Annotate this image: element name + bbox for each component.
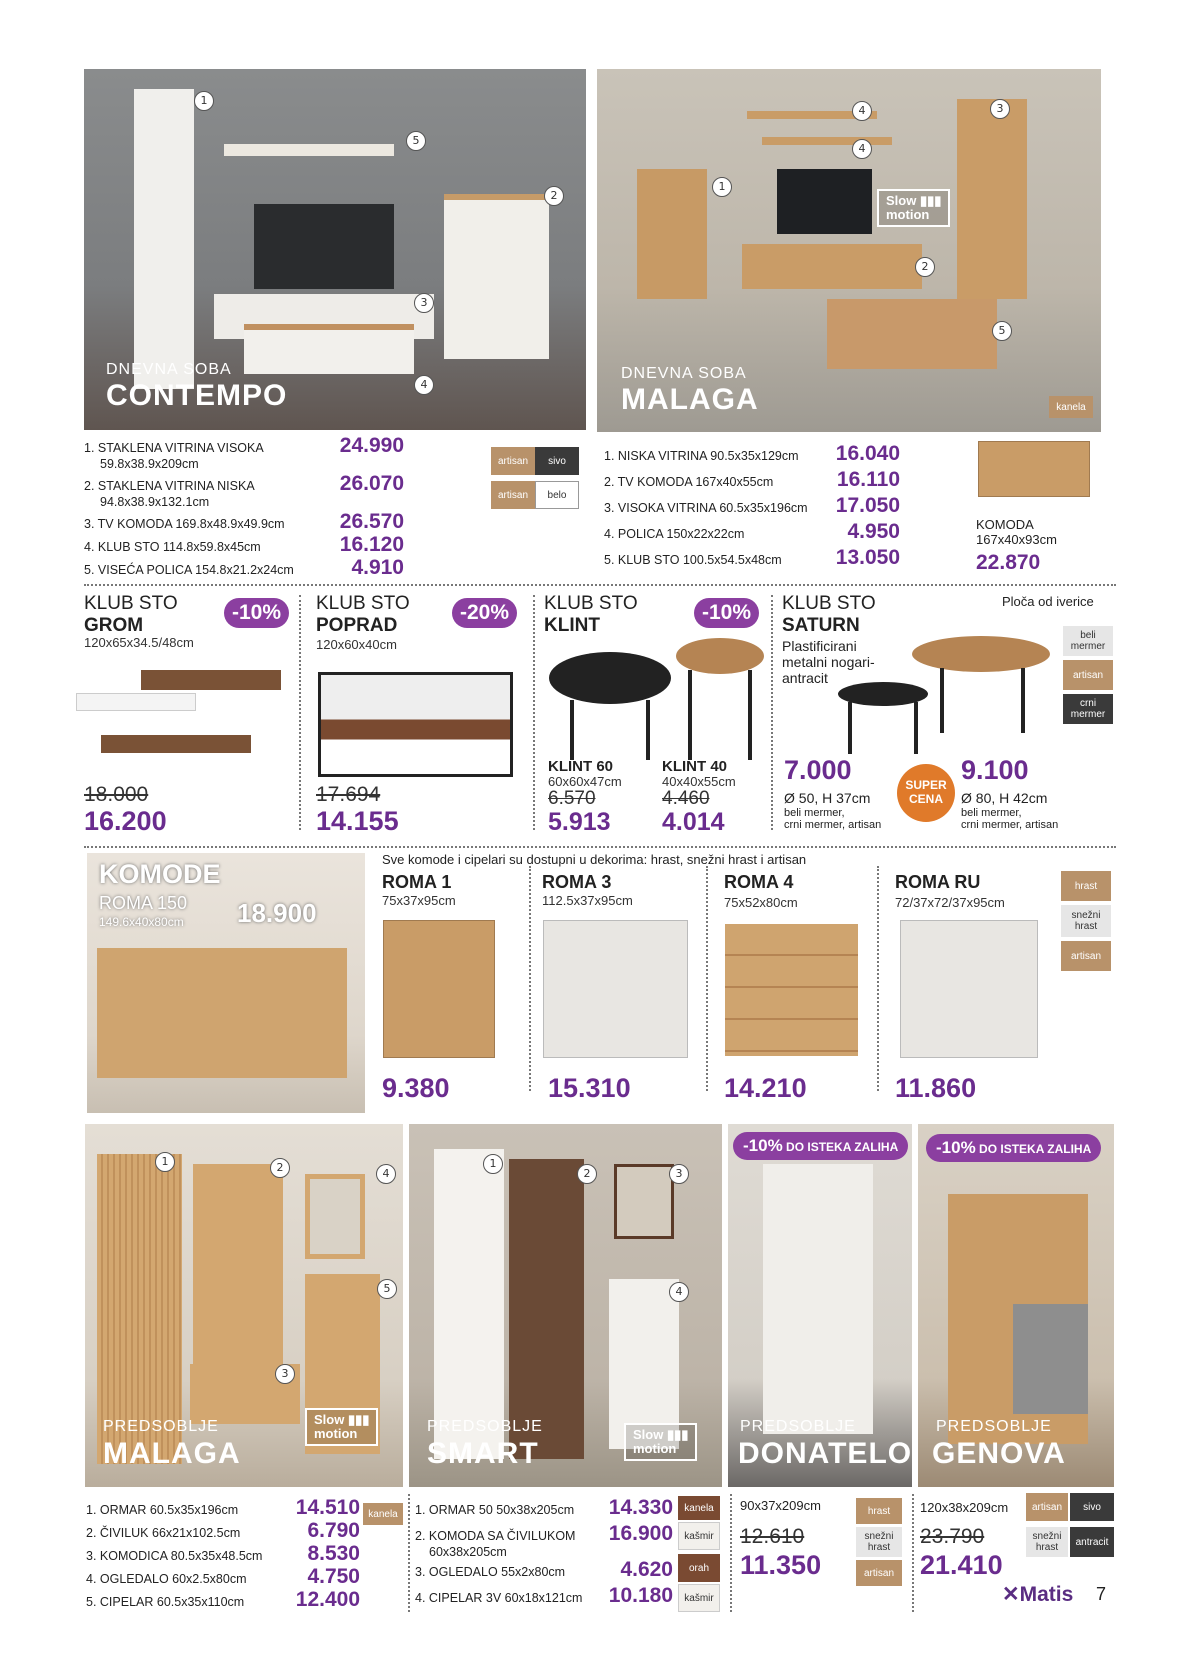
room-type: PREDSOBLJE [740, 1418, 856, 1435]
discount-badge: -10% [694, 598, 759, 628]
grom-old-price: 18.000 [84, 783, 149, 806]
saturn80-legs [940, 668, 1025, 733]
list-item: 4. POLICA 150x22x22cm 4.950 [604, 520, 900, 543]
roma4-price: 14.210 [724, 1073, 807, 1103]
swatch-beli-mermer: beli mermer [1063, 626, 1113, 656]
coffee-table [244, 324, 414, 374]
discount-badge: -20% [452, 598, 517, 628]
swatch-antracit: antracit [1070, 1527, 1114, 1557]
swatch-artisan: artisan [1061, 941, 1111, 971]
collection-name: MALAGA [103, 1437, 241, 1470]
swatch-artisan: artisan [491, 481, 535, 509]
poprad-old-price: 17.694 [316, 783, 381, 806]
roma4-name: ROMA 4 [724, 872, 794, 892]
tv-console [742, 244, 922, 289]
swatch-snezni-hrast: snežni hrast [1061, 905, 1111, 937]
marker-4: 4 [852, 101, 872, 121]
room-type: DNEVNA SOBA [106, 361, 232, 378]
ogledalo [305, 1174, 365, 1259]
klint60-dim: 60x60x47cm [548, 774, 622, 789]
divider [84, 584, 1116, 586]
swatch-kasmir: kašmir [678, 1522, 720, 1550]
roma3-dim: 112.5x37x95cm [542, 893, 633, 908]
list-item: 2. ČIVILUK 66x21x102.5cm 6.790 [86, 1519, 360, 1542]
klint40-name: KLINT 40 [662, 758, 728, 775]
saturn50-legs [848, 702, 918, 754]
swatch-kanela: kanela [363, 1503, 403, 1525]
kanela-tag: kanela [1049, 396, 1093, 418]
romaru-name: ROMA RU [895, 872, 981, 892]
marker-3: 3 [990, 99, 1010, 119]
discount-badge: -10% [224, 598, 289, 628]
grom-image [76, 665, 286, 760]
swatch-crni-mermer: crni mermer [1063, 694, 1113, 724]
list-item: 5. CIPELAR 60.5x35x110cm 12.400 [86, 1588, 360, 1611]
list-item: 2. TV KOMODA 167x40x55cm 16.110 [604, 468, 900, 491]
marker-5: 5 [406, 131, 426, 151]
slow-motion-badge: Slow ▮▮▮ motion [624, 1423, 697, 1461]
swatch-sivo: sivo [1070, 1493, 1114, 1521]
marker-3: 3 [414, 293, 434, 313]
ogledalo [614, 1164, 674, 1239]
room-type: PREDSOBLJE [936, 1418, 1052, 1435]
roma150-price: 18.900 [237, 898, 317, 928]
slow-motion-badge: Slow ▮▮▮ motion [305, 1408, 378, 1446]
list-item: 4. CIPELAR 3V 60x18x121cm 10.180 [415, 1584, 673, 1607]
swatch-hrast: hrast [856, 1498, 902, 1524]
swatch-belo: belo [535, 481, 579, 509]
list-item: 5. KLUB STO 100.5x54.5x48cm 13.050 [604, 546, 900, 569]
marker-2: 2 [915, 257, 935, 277]
saturn80-top [912, 636, 1050, 672]
coffee-table [827, 299, 997, 369]
divider [912, 1494, 914, 1612]
tall-vitrine [957, 99, 1027, 299]
marker-4: 4 [669, 1282, 689, 1302]
marker-3: 3 [669, 1164, 689, 1184]
klint40-old-price: 4.460 [662, 788, 710, 809]
marker-4: 4 [376, 1164, 396, 1184]
ormar [434, 1149, 504, 1459]
marker-1: 1 [194, 91, 214, 111]
roma3-image [543, 920, 688, 1058]
klint40-price: 4.014 [662, 808, 725, 836]
malaga-list [604, 442, 900, 572]
contempo-photo [84, 69, 586, 430]
promo-badge: -10% DO ISTEKA ZALIHA [733, 1132, 908, 1160]
collection-name: SMART [427, 1437, 539, 1470]
saturn80-price: 9.100 [961, 755, 1029, 785]
divider [408, 1494, 410, 1612]
klint40-top [676, 638, 764, 674]
saturn-title: KLUB STO SATURN [782, 593, 876, 636]
divider [730, 1494, 732, 1612]
swatch-orah: orah [678, 1554, 720, 1582]
divider [529, 866, 531, 1091]
grom-dim: 120x65x34.5/48cm [84, 635, 194, 650]
short-vitrine [444, 194, 549, 359]
divider [299, 595, 301, 830]
list-item: 3. TV KOMODA 169.8x48.9x49.9cm 26.570 [84, 510, 404, 533]
marker-2: 2 [544, 186, 564, 206]
brand-logo: ✕Matis [1002, 1583, 1074, 1606]
swatch-snezni-hrast: snežni hrast [856, 1527, 902, 1557]
swatch-artisan: artisan [856, 1560, 902, 1586]
collection-name: MALAGA [621, 383, 759, 416]
roma150-name: ROMA 150 [99, 893, 188, 913]
marker-1: 1 [155, 1152, 175, 1172]
promo-badge: -10% DO ISTEKA ZALIHA [926, 1134, 1101, 1162]
pmalaga-list [86, 1496, 360, 1611]
pmalaga-photo [85, 1124, 403, 1487]
list-item: 2. STAKLENA VITRINA NISKA 94.8x38.9x132.1cm 26.070 [84, 472, 404, 509]
shelf-2 [762, 137, 892, 145]
civiluk [193, 1164, 283, 1364]
grom-price: 16.200 [84, 806, 167, 836]
list-item: 4. KLUB STO 114.8x59.8x45cm 16.120 [84, 533, 404, 556]
room-type: PREDSOBLJE [103, 1418, 219, 1435]
genova-old-price: 23.790 [920, 1525, 985, 1548]
super-cena-badge: SUPER CENA [897, 764, 955, 822]
romaru-dim: 72/37x72/37x95cm [895, 895, 1005, 910]
komoda-civiluk [509, 1159, 584, 1459]
divider [706, 866, 708, 1091]
klint40-legs [688, 670, 752, 760]
marker-2: 2 [270, 1158, 290, 1178]
page-number: 7 [1096, 1584, 1107, 1604]
genova-dim: 120x38x209cm [920, 1500, 1009, 1515]
komoda-image [978, 441, 1090, 497]
malaga-photo [597, 69, 1101, 432]
roma1-price: 9.380 [382, 1073, 450, 1103]
ploca-note: Ploča od iverice [1002, 594, 1094, 609]
marker-3: 3 [275, 1364, 295, 1384]
collection-name: DONATELO [738, 1437, 912, 1470]
roma4-dim: 75x52x80cm [724, 895, 798, 910]
donatelo-price: 11.350 [740, 1550, 822, 1580]
klint60-price: 5.913 [548, 808, 611, 836]
poprad-price: 14.155 [316, 806, 399, 836]
list-item: 4. OGLEDALO 60x2.5x80cm 4.750 [86, 1565, 360, 1588]
swatch-artisan: artisan [1063, 660, 1113, 690]
komoda-label: KOMODA 167x40x93cm [976, 517, 1057, 547]
poprad-title: KLUB STO POPRAD [316, 593, 410, 636]
marker-1: 1 [483, 1154, 503, 1174]
roma150-photo [87, 853, 365, 1113]
komode-note: Sve komode i cipelari su dostupni u dekorima: hrast, snežni hrast i artisan [382, 852, 807, 867]
klint60-name: KLINT 60 [548, 758, 614, 775]
klint60-old-price: 6.570 [548, 788, 596, 809]
komode-title: KOMODE [99, 859, 221, 889]
list-item: 1. ORMAR 60.5x35x196cm 14.510 [86, 1496, 360, 1519]
swatch-kasmir: kašmir [678, 1584, 720, 1612]
logo-icon: ✕ [1002, 1583, 1020, 1606]
swatch-kanela: kanela [678, 1496, 720, 1520]
romaru-image [900, 920, 1038, 1058]
tall-vitrine [134, 89, 194, 389]
saturn-desc: Plastificirani metalni nogari- antracit [782, 638, 875, 686]
roma150-dim: 149.6x40x80cm [99, 915, 184, 929]
donatelo-photo [728, 1124, 912, 1487]
divider [877, 866, 879, 1091]
list-item: 1. NISKA VITRINA 90.5x35x129cm 16.040 [604, 442, 900, 465]
list-item: 3. VISOKA VITRINA 60.5x35x196cm 17.050 [604, 494, 900, 517]
slow-motion-badge: Slow ▮▮▮ motion [877, 189, 950, 227]
swatch-artisan: artisan [1026, 1493, 1068, 1521]
swatch-sivo: sivo [535, 447, 579, 475]
roma3-name: ROMA 3 [542, 872, 612, 892]
klint40-dim: 40x40x55cm [662, 774, 736, 789]
saturn50-colors: beli mermer, crni mermer, artisan [784, 807, 882, 831]
klint-title: KLUB STO KLINT [544, 593, 638, 636]
marker-4: 4 [414, 375, 434, 395]
roma4-image [725, 924, 858, 1056]
collection-name: GENOVA [932, 1437, 1066, 1470]
list-item: 1. ORMAR 50 50x38x205cm 14.330 [415, 1496, 673, 1519]
tv [254, 204, 394, 289]
roma1-dim: 75x37x95cm [382, 893, 456, 908]
divider [771, 595, 773, 830]
tv [777, 169, 872, 234]
genova-price: 21.410 [920, 1550, 1003, 1580]
saturn80-dim: Ø 80, H 42cm [961, 790, 1048, 806]
marker-2: 2 [577, 1164, 597, 1184]
donatelo-dim: 90x37x209cm [740, 1498, 821, 1513]
roma1-name: ROMA 1 [382, 872, 452, 892]
smart-list [415, 1496, 673, 1610]
klint60-top [549, 652, 671, 704]
genova-cabinet [1013, 1304, 1088, 1414]
swatch-snezni-hrast: snežni hrast [1026, 1527, 1068, 1557]
list-item: 3. OGLEDALO 55x2x80cm 4.620 [415, 1558, 673, 1581]
divider [84, 846, 1116, 848]
saturn80-colors: beli mermer, crni mermer, artisan [961, 807, 1059, 831]
roma3-price: 15.310 [548, 1073, 631, 1103]
poprad-image [318, 672, 513, 777]
saturn50-dim: Ø 50, H 37cm [784, 790, 871, 806]
list-item: 3. KOMODICA 80.5x35x48.5cm 8.530 [86, 1542, 360, 1565]
marker-5: 5 [992, 321, 1012, 341]
donatelo-old-price: 12.610 [740, 1525, 805, 1548]
marker-1: 1 [712, 177, 732, 197]
poprad-dim: 120x60x40cm [316, 637, 397, 652]
marker-4b: 4 [852, 139, 872, 159]
room-type: DNEVNA SOBA [621, 365, 747, 382]
low-vitrine [637, 169, 707, 299]
list-item: 2. KOMODA SA ČIVILUKOM 60x38x205cm 16.900 [415, 1522, 673, 1559]
donatelo-image [763, 1164, 873, 1434]
marker-5: 5 [377, 1279, 397, 1299]
genova-photo [918, 1124, 1114, 1487]
collection-name: CONTEMPO [106, 379, 288, 412]
saturn50-price: 7.000 [784, 755, 852, 785]
klint60-legs [570, 700, 650, 760]
list-item: 5. VISEĆA POLICA 154.8x21.2x24cm 4.910 [84, 556, 404, 579]
room-type: PREDSOBLJE [427, 1418, 543, 1435]
contempo-list [84, 434, 404, 579]
divider [533, 595, 535, 830]
swatch-artisan: artisan [491, 447, 535, 475]
grom-title: KLUB STO GROM [84, 593, 178, 636]
wall-shelf [224, 144, 394, 156]
smart-photo [409, 1124, 722, 1487]
roma150-image [97, 948, 347, 1078]
komoda-price: 22.870 [976, 551, 1041, 574]
list-item: 1. STAKLENA VITRINA VISOKA 59.8x38.9x209cm 24.990 [84, 434, 404, 471]
roma1-image [383, 920, 495, 1058]
romaru-price: 11.860 [895, 1073, 977, 1103]
swatch-hrast: hrast [1061, 871, 1111, 901]
